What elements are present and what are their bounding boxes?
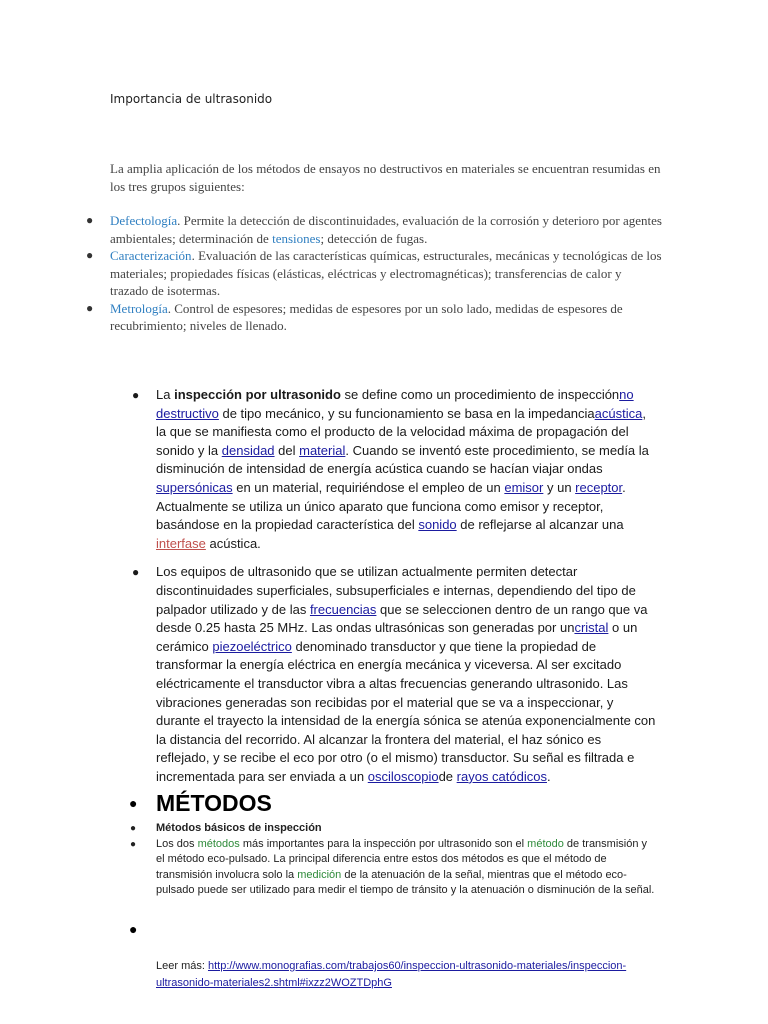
term-link[interactable]: Defectología xyxy=(110,213,178,228)
bullet-icon: ● xyxy=(132,565,140,580)
list-item xyxy=(86,212,662,247)
tensiones-link[interactable]: tensiones xyxy=(272,230,321,246)
term-link[interactable]: Metrología xyxy=(110,300,168,316)
bold-term: inspección por ultrasonido xyxy=(174,387,341,402)
text: Los equipos de ultrasonido que se utilizan actualmente permiten detectar discontinuidades superficiales, subsuperficiales e internas, dependiendo del tipo de palpador utilizado y de las xyxy=(156,564,636,617)
text: acústica. xyxy=(205,535,261,551)
page-title: Importancia de ultrasonido xyxy=(110,92,273,106)
link-osciloscopio[interactable]: osciloscopio xyxy=(367,768,439,784)
intro-paragraph: La amplia aplicación de los métodos de ensayos no destructivos en materiales se encuentran resumidas en los tres grupos siguientes: xyxy=(110,161,661,194)
item-text: . Evaluación de las características químicas, estructurales, mecánicas y tecnológicas de los materiales; propiedades físicas (elásticas, eléctricas y electromagnéticas); transferencias de calor y trazado de isotermas. xyxy=(110,248,662,298)
link-medicion[interactable]: medición xyxy=(297,868,342,881)
link-densidad[interactable]: densidad xyxy=(221,442,275,458)
item-text: . Permite la detección de discontinuidades, evaluación de la corrosión y deterioro por agentes ambientales; determinación de xyxy=(110,213,662,246)
text: y un xyxy=(543,479,576,495)
bullet-icon: ● xyxy=(86,213,94,227)
bullet-icon: ● xyxy=(129,797,138,812)
link-receptor[interactable]: receptor xyxy=(575,479,623,495)
bullet-icon: ● xyxy=(129,923,138,938)
text: de transmisión y el método eco-pulsado. La principal diferencia entre estos dos métodos es que el método de transmisión involucra solo la xyxy=(156,837,648,881)
text: del xyxy=(274,442,300,458)
bullet-icon: ● xyxy=(130,823,137,834)
text: que se seleccionen dentro de un rango que va desde 0.25 hasta 25 MHz. Las ondas ultrasónicas son generadas por un xyxy=(156,601,648,636)
list-item xyxy=(86,247,662,300)
item-text: ; detección de fugas. xyxy=(320,230,428,246)
text: se define como un procedimiento de inspección xyxy=(340,387,620,402)
text: más importantes para la inspección por ultrasonido son el xyxy=(239,837,528,850)
read-more-label: Leer más: xyxy=(156,960,208,972)
link-sonido[interactable]: sonido xyxy=(418,517,457,533)
link-acustica[interactable]: acústica xyxy=(594,405,643,421)
link-interfase[interactable]: interfase xyxy=(156,535,206,551)
link-metodo[interactable]: método xyxy=(527,837,564,850)
link-cristal[interactable]: cristal xyxy=(574,620,609,636)
description-list xyxy=(132,386,658,786)
term-link[interactable]: Caracterización xyxy=(110,248,192,263)
text: de tipo mecánico, y su funcionamiento se basa en la impedancia xyxy=(218,405,595,421)
text: de reflejarse al alcanzar una xyxy=(456,517,624,533)
text: en un material, requiriéndose el empleo de un xyxy=(232,479,505,495)
text: denominado transductor y que tiene la propiedad de transformar la energía eléctrica en energía mecánica y viceversa. Al ser excitado eléctricamente el transductor vibra a altas frecuencias generando ultrasonido. Las vibraciones generadas son recibidas por el material que se va a inspeccionar, y durante el trayecto la intensidad de la energía sónica se atenúa exponencialmente con la distancia del recorrido. Al alcanzar la frontera del material, el haz sónico es reflejado, y se recibe el eco por otro (o el mismo) transductor. Su señal es filtrada e incrementada para ser enviada a un xyxy=(156,638,656,784)
list-item xyxy=(130,837,658,899)
text: . xyxy=(546,768,551,784)
read-more xyxy=(156,958,666,992)
list-item xyxy=(130,821,658,837)
link-piezoelectrico[interactable]: piezoeléctrico xyxy=(212,638,292,654)
text: , la que se manifiesta como el producto de la velocidad máxima de propagación del sonido y la xyxy=(156,405,646,458)
methods-list xyxy=(130,821,658,899)
metodos-heading: MÉTODOS xyxy=(156,790,272,816)
bullet-icon: ● xyxy=(130,838,137,850)
text: de la atenuación de la señal, mientras que el método eco-pulsado puede ser utilizado para medir el tiempo de tránsito y la atenuación o disminución de la señal. xyxy=(156,868,655,896)
link-no-destructivo[interactable]: no destructivo xyxy=(156,387,634,421)
text: . Actualmente se utiliza un único aparato que funciona como emisor y receptor, basándose en la propiedad característica del xyxy=(156,479,626,533)
link-material[interactable]: material xyxy=(299,442,346,458)
bullet-icon: ● xyxy=(86,248,94,262)
item-text: . Control de espesores; medidas de espesores por un solo lado, medidas de espesores de recubrimiento; niveles de llenado. xyxy=(110,300,623,333)
link-rayos-catodicos[interactable]: rayos catódicos xyxy=(456,768,547,784)
text: La xyxy=(156,387,175,402)
link-emisor[interactable]: emisor xyxy=(504,479,544,495)
text: de xyxy=(438,768,457,784)
list-item xyxy=(132,563,658,786)
read-more-link[interactable]: http://www.monografias.com/trabajos60/inspeccion-ultrasonido-materiales/inspeccion-ultrasonido-materiales2.shtml#ixzz2WOZTDphG xyxy=(156,960,627,989)
bullet-icon: ● xyxy=(132,388,140,402)
groups-list xyxy=(86,212,662,335)
bullet-icon: ● xyxy=(86,300,94,315)
link-supersonicas[interactable]: supersónicas xyxy=(156,479,233,495)
link-metodos[interactable]: métodos xyxy=(197,837,240,850)
link-frecuencias[interactable]: frecuencias xyxy=(309,601,377,617)
list-item xyxy=(86,300,662,335)
text: Los dos xyxy=(156,837,198,850)
text: o un cerámico xyxy=(156,620,638,654)
list-item xyxy=(132,386,658,553)
subheading: Métodos básicos de inspección xyxy=(156,822,322,834)
text: . Cuando se inventó este procedimiento, se medía la disminución de intensidad de energía acústica cuando se hacían viajar ondas xyxy=(156,442,649,477)
